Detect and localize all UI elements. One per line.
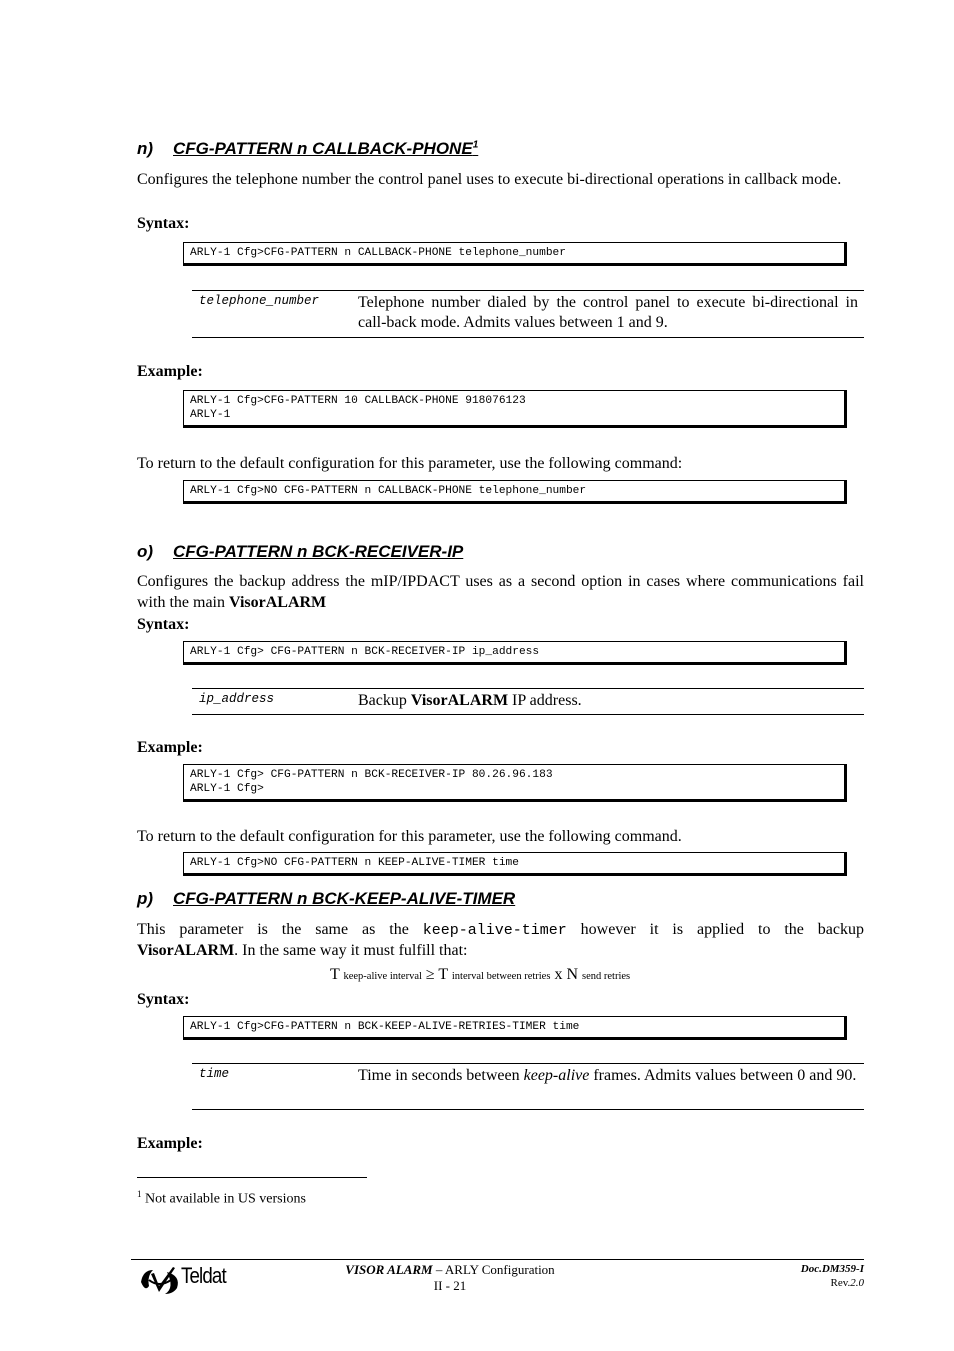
section-n-return-code: ARLY-1 Cfg>NO CFG-PATTERN n CALLBACK-PHONE telephone_number (183, 480, 847, 504)
section-n-return-text: To return to the default configuration for this parameter, use the following command: (137, 455, 683, 472)
section-o-description: Configures the backup address the mIP/IPDACT uses as a second option in cases where communications fail with the main VisorALARM (137, 573, 864, 611)
param-name: ip_address (199, 692, 275, 706)
section-n-param-table (192, 290, 864, 338)
section-o-example-code: ARLY-1 Cfg> CFG-PATTERN n BCK-RECEIVER-IP 80.26.96.183 ARLY-1 Cfg> (183, 764, 847, 802)
section-o-letter: o) (137, 542, 154, 561)
section-p-description-line2: VisorALARM. In the same way it must fulfill that: (137, 942, 468, 959)
section-o-heading (137, 542, 837, 564)
section-p-title: CFG-PATTERN n BCK-KEEP-ALIVE-TIMER (173, 889, 516, 908)
section-o-syntax-label: Syntax: (137, 616, 190, 633)
section-n-syntax-label: Syntax: (137, 215, 190, 232)
section-o-return-text: To return to the default configuration for this parameter, use the following command. (137, 828, 682, 845)
footer-title: VISOR ALARM – ARLY Configuration II - 21 (300, 1262, 600, 1294)
section-o-example-label: Example: (137, 739, 203, 756)
section-n-title: CFG-PATTERN n CALLBACK-PHONE$^1$ (173, 139, 479, 158)
section-o-title: CFG-PATTERN n BCK-RECEIVER-IP (173, 542, 464, 561)
teldat-logo (137, 1262, 247, 1298)
section-n-letter: n) (137, 139, 154, 158)
section-n-heading (137, 139, 837, 161)
section-n-syntax-code: ARLY-1 Cfg>CFG-PATTERN n CALLBACK-PHONE telephone_number (183, 242, 847, 266)
footnote-ref: 1 (472, 139, 479, 151)
param-name: telephone_number (199, 294, 320, 308)
page-number: II - 21 (433, 1278, 467, 1293)
section-n-description: Configures the telephone number the control panel uses to execute bi-directional operations in callback mode. (137, 171, 842, 188)
section-p-param-table (192, 1063, 864, 1110)
section-o-syntax-code: ARLY-1 Cfg> CFG-PATTERN n BCK-RECEIVER-IP ip_address (183, 641, 847, 665)
section-p-example-label: Example: (137, 1135, 203, 1152)
section-p-description-line1: This parameter is the same as the keep-alive-timer however it is applied to the backup (137, 921, 865, 939)
footnote-divider (137, 1177, 367, 1178)
param-description: Backup VisorALARM IP address. (358, 692, 582, 709)
section-o-param-table (192, 688, 864, 715)
section-p-formula: T keep-alive interval ≥ T interval between retries x N send retries (330, 966, 631, 983)
footer-doc: Doc.DM359-I Rev.2.0 (800, 1263, 864, 1289)
footer-divider (131, 1259, 864, 1260)
param-name: time (199, 1067, 230, 1081)
section-p-letter: p) (137, 889, 154, 908)
section-p-syntax-code: ARLY-1 Cfg>CFG-PATTERN n BCK-KEEP-ALIVE-RETRIES-TIMER time (183, 1016, 847, 1040)
footnote: $^1$ Not available in US versions (137, 1189, 306, 1207)
param-description: Time in seconds between keep-alive frames. Admits values between 0 and 90. (358, 1067, 857, 1084)
section-p-heading (137, 889, 837, 911)
param-description: Telephone number dialed by the control panel to execute bi-directional in call-back mode. Admits values between 1 and 9. (358, 294, 858, 331)
section-n-example-code: ARLY-1 Cfg>CFG-PATTERN 10 CALLBACK-PHONE 918076123 ARLY-1 (183, 390, 847, 428)
section-n-example-label: Example: (137, 363, 203, 380)
teldat-logo-text: Teldat (181, 1263, 226, 1288)
section-p-syntax-label: Syntax: (137, 991, 190, 1008)
section-o-return-code: ARLY-1 Cfg>NO CFG-PATTERN n KEEP-ALIVE-TIMER time (183, 852, 847, 876)
